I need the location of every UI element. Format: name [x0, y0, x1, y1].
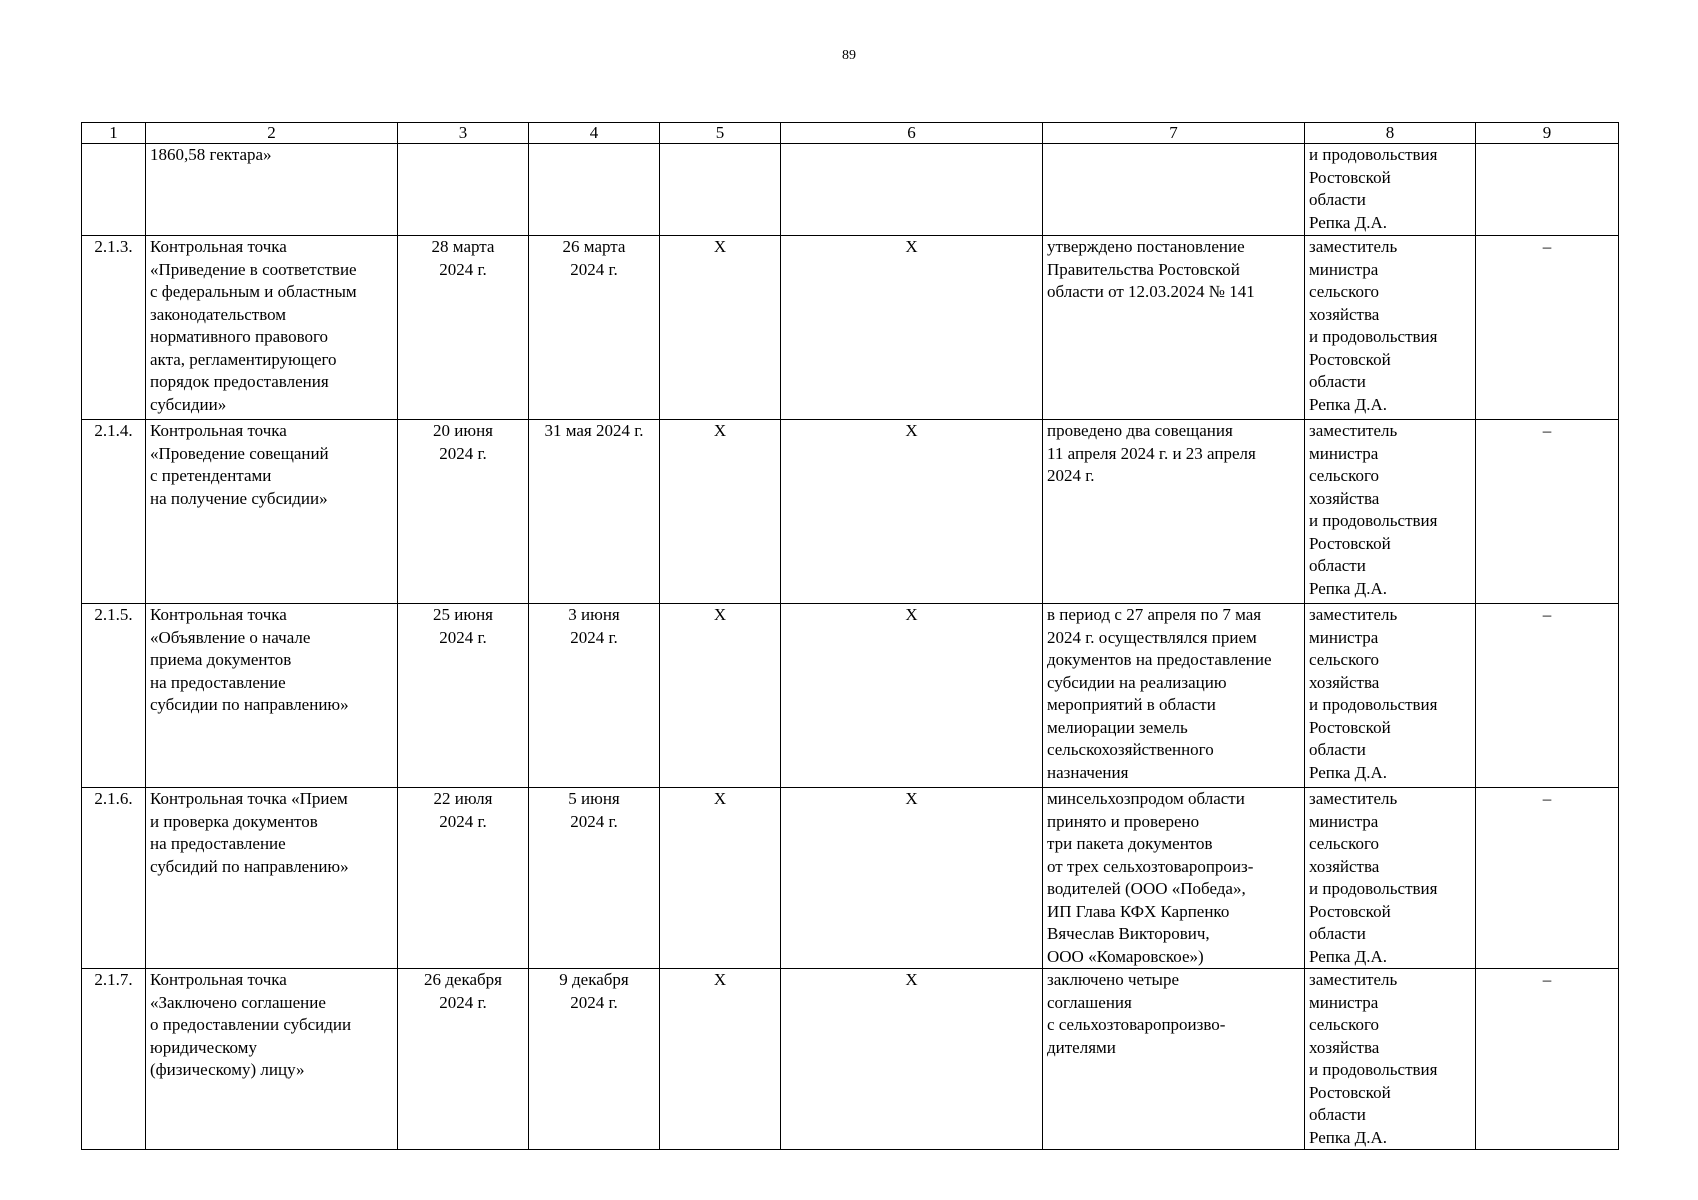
report-table	[81, 122, 1619, 1150]
col6-value: Х	[781, 788, 1043, 969]
col9-value	[1476, 144, 1619, 236]
responsible: заместитель министра сельского хозяйства и продовольствия Ростовской области Репка Д.А.	[1305, 604, 1476, 788]
result-text	[1043, 144, 1305, 236]
responsible: и продовольствия Ростовской области Репка Д.А.	[1305, 144, 1476, 236]
col5-value	[660, 144, 781, 236]
col9-value: –	[1476, 969, 1619, 1150]
table-row	[82, 420, 1619, 604]
col5-value: Х	[660, 420, 781, 604]
row-number	[82, 144, 146, 236]
col6-value: Х	[781, 236, 1043, 420]
table-row	[82, 788, 1619, 969]
col6-value: Х	[781, 420, 1043, 604]
result-text: утверждено постановление Правительства Ростовской области от 12.03.2024 № 141	[1043, 236, 1305, 420]
col6-value	[781, 144, 1043, 236]
table-row	[82, 236, 1619, 420]
row-number: 2.1.5.	[82, 604, 146, 788]
column-header: 4	[529, 123, 660, 144]
fact-date: 3 июня 2024 г.	[529, 604, 660, 788]
column-header: 6	[781, 123, 1043, 144]
column-header: 8	[1305, 123, 1476, 144]
event-name: Контрольная точка «Проведение совещаний с претендентами на получение субсидии»	[146, 420, 398, 604]
col5-value: Х	[660, 236, 781, 420]
plan-date: 28 марта 2024 г.	[398, 236, 529, 420]
col9-value: –	[1476, 604, 1619, 788]
col9-value: –	[1476, 420, 1619, 604]
result-text: заключено четыре соглашения с сельхозтоваропроизво- дителями	[1043, 969, 1305, 1150]
table-row	[82, 144, 1619, 236]
table-row	[82, 969, 1619, 1150]
col9-value: –	[1476, 236, 1619, 420]
header-row	[82, 123, 1619, 144]
col9-value: –	[1476, 788, 1619, 969]
page-number: 89	[842, 48, 856, 63]
row-number: 2.1.3.	[82, 236, 146, 420]
col5-value: Х	[660, 788, 781, 969]
responsible: заместитель министра сельского хозяйства и продовольствия Ростовской области Репка Д.А.	[1305, 236, 1476, 420]
column-header: 2	[146, 123, 398, 144]
event-name: Контрольная точка «Прием и проверка документов на предоставление субсидий по направлению»	[146, 788, 398, 969]
fact-date: 31 мая 2024 г.	[529, 420, 660, 604]
fact-date	[529, 144, 660, 236]
event-name: 1860,58 гектара»	[146, 144, 398, 236]
plan-date: 25 июня 2024 г.	[398, 604, 529, 788]
result-text: минсельхозпродом области принято и проверено три пакета документов от трех сельхозтоваропроиз- водителей (ООО «Победа», ИП Глава КФХ Карпенко Вячеслав Викторович, ООО «Комаровское»)	[1043, 788, 1305, 969]
event-name: Контрольная точка «Приведение в соответствие с федеральным и областным законодательством нормативного правового акта, регламентирующего порядок предоставления субсидии»	[146, 236, 398, 420]
responsible: заместитель министра сельского хозяйства и продовольствия Ростовской области Репка Д.А.	[1305, 788, 1476, 969]
plan-date: 20 июня 2024 г.	[398, 420, 529, 604]
row-number: 2.1.7.	[82, 969, 146, 1150]
column-header: 5	[660, 123, 781, 144]
responsible: заместитель министра сельского хозяйства и продовольствия Ростовской области Репка Д.А.	[1305, 969, 1476, 1150]
col6-value: Х	[781, 604, 1043, 788]
event-name: Контрольная точка «Заключено соглашение о предоставлении субсидии юридическому (физическому) лицу»	[146, 969, 398, 1150]
column-header: 3	[398, 123, 529, 144]
plan-date	[398, 144, 529, 236]
plan-date: 26 декабря 2024 г.	[398, 969, 529, 1150]
col6-value: Х	[781, 969, 1043, 1150]
fact-date: 5 июня 2024 г.	[529, 788, 660, 969]
fact-date: 9 декабря 2024 г.	[529, 969, 660, 1150]
col5-value: Х	[660, 969, 781, 1150]
fact-date: 26 марта 2024 г.	[529, 236, 660, 420]
col5-value: Х	[660, 604, 781, 788]
table-row	[82, 604, 1619, 788]
column-header: 7	[1043, 123, 1305, 144]
column-header: 9	[1476, 123, 1619, 144]
row-number: 2.1.6.	[82, 788, 146, 969]
result-text: в период с 27 апреля по 7 мая 2024 г. осуществлялся прием документов на предоставление субсидии на реализацию мероприятий в области мелиорации земель сельскохозяйственного назначения	[1043, 604, 1305, 788]
row-number: 2.1.4.	[82, 420, 146, 604]
result-text: проведено два совещания 11 апреля 2024 г. и 23 апреля 2024 г.	[1043, 420, 1305, 604]
responsible: заместитель министра сельского хозяйства и продовольствия Ростовской области Репка Д.А.	[1305, 420, 1476, 604]
column-header: 1	[82, 123, 146, 144]
plan-date: 22 июля 2024 г.	[398, 788, 529, 969]
event-name: Контрольная точка «Объявление о начале приема документов на предоставление субсидии по направлению»	[146, 604, 398, 788]
